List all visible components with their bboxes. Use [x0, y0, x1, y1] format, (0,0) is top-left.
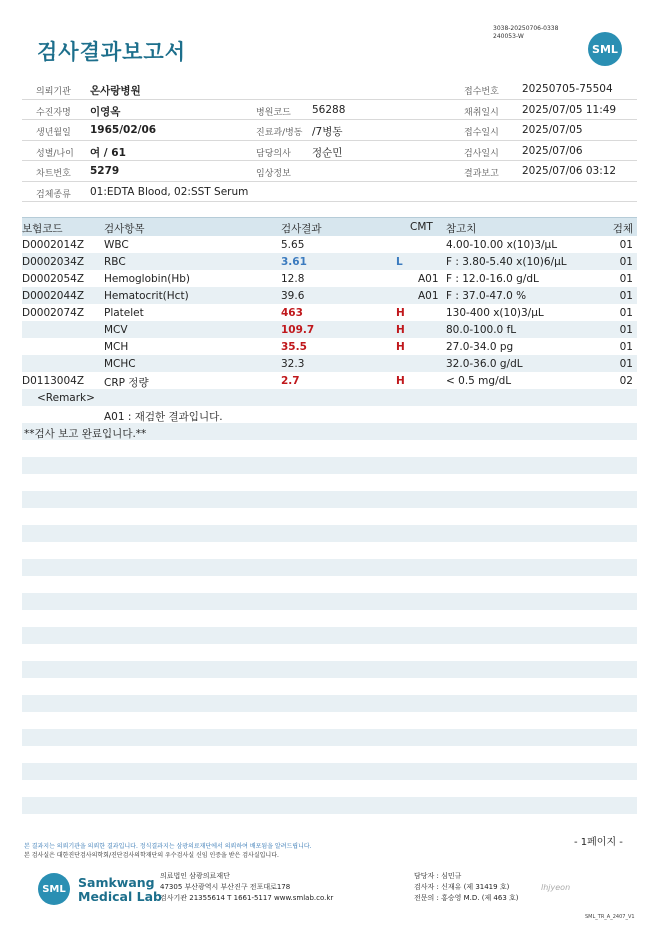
info-value: 20250705-75504 [522, 83, 613, 95]
document-id [493, 25, 558, 41]
patient-info [22, 79, 637, 202]
cell-result: 35.5 [281, 341, 307, 353]
info-row [22, 100, 637, 121]
cell-item: Hemoglobin(Hb) [104, 273, 191, 285]
cell-item: RBC [104, 256, 126, 268]
footer-note-2: 본 검사실은 대한진단검사의학회/진단검사의학재단의 우수검사실 신임 인증을 받은 검사실입니다. [24, 852, 279, 859]
table-row [22, 372, 637, 389]
info-value: 2025/07/06 03:12 [522, 165, 617, 177]
cell-item: MCHC [104, 358, 136, 370]
report-title: 검사결과보고서 [37, 40, 187, 64]
info-value: 1965/02/06 [90, 124, 157, 136]
table-row [22, 287, 637, 304]
info-row [22, 79, 637, 100]
cell-cmt: A01 [418, 290, 439, 302]
lab-address [160, 871, 333, 904]
empty-row [22, 457, 637, 474]
completion-text: **검사 보고 완료입니다.** [24, 428, 147, 440]
header-ref: 참고치 [446, 223, 477, 235]
info-value: 5279 [90, 165, 120, 177]
info-label: 병원코드 [256, 107, 291, 118]
cell-code: D0002044Z [22, 290, 85, 302]
empty-row [22, 525, 637, 542]
org-name: 의료법인 삼광의료재단 [160, 872, 230, 880]
brand-line2: Medical Lab [78, 889, 162, 904]
cell-code: D0002054Z [22, 273, 85, 285]
header-specimen: 검체 [612, 223, 633, 235]
staff-doctor: 전문의 : 홍승영 M.D. (제 463 호) [414, 894, 519, 902]
cell-item: MCH [104, 341, 129, 353]
table-body [22, 236, 637, 389]
cell-ref: 27.0-34.0 pg [446, 341, 514, 353]
address: 47305 부산광역시 부산진구 전포대로178 [160, 883, 291, 891]
info-label: 접수일시 [464, 128, 499, 138]
info-label: 결과보고 [464, 169, 499, 179]
cell-ref: < 0.5 mg/dL [446, 375, 512, 387]
cell-code: D0113004Z [22, 375, 85, 387]
info-label: 생년월일 [36, 128, 71, 138]
info-row [22, 120, 637, 141]
document-id-line1: 3038-20250706-0338 [493, 25, 559, 32]
info-value: 2025/07/05 11:49 [522, 103, 617, 116]
cell-code: D0002014Z [22, 239, 85, 251]
staff-info [414, 871, 519, 904]
table-row [22, 253, 637, 270]
cell-flag: H [396, 341, 405, 353]
info-label: 성별/나이 [36, 148, 74, 159]
header-code: 보험코드 [22, 223, 63, 235]
cell-specimen: 01 [619, 358, 633, 370]
cell-result: 463 [281, 307, 303, 319]
cell-result: 109.7 [281, 324, 315, 336]
cell-specimen: 01 [619, 273, 633, 285]
info-row [22, 182, 637, 203]
page-number: - 1페이지 - [574, 837, 623, 848]
cell-result: 3.61 [281, 256, 307, 268]
info-label: 의뢰기관 [36, 87, 71, 97]
cell-item: MCV [104, 324, 128, 336]
remark-label: <Remark> [37, 392, 95, 404]
header-cmt: CMT [410, 221, 433, 233]
staff-manager: 담당자 : 심민규 [414, 872, 462, 880]
brand-line1: Samkwang [78, 875, 155, 890]
table-row [22, 355, 637, 372]
cell-ref: F : 3.80-5.40 x(10)6/μL [446, 256, 567, 268]
empty-row [22, 559, 637, 576]
cell-item: Hematocrit(Hct) [104, 290, 189, 302]
table-row [22, 338, 637, 355]
empty-row [22, 661, 637, 678]
info-value: 여 / 61 [90, 146, 126, 159]
cell-flag: H [396, 375, 405, 387]
info-label: 담당의사 [256, 148, 291, 159]
footer-notes [24, 842, 312, 860]
signature: lhjyeon [541, 883, 571, 892]
cell-code: D0002034Z [22, 256, 85, 268]
info-value: 이영옥 [90, 105, 121, 118]
cell-specimen: 02 [619, 375, 633, 387]
info-row [22, 141, 637, 162]
table-header [22, 217, 637, 236]
sml-logo-bottom: SML [38, 873, 70, 905]
completion-row [22, 423, 637, 440]
cell-specimen: 01 [619, 324, 633, 336]
remark-text: A01 : 재검한 결과입니다. [104, 411, 223, 423]
cell-result: 5.65 [281, 239, 305, 251]
info-value: 2025/07/05 [522, 124, 583, 136]
cell-flag: H [396, 324, 405, 336]
cell-result: 12.8 [281, 273, 305, 285]
info-label: 채취일시 [464, 107, 499, 118]
contact: 검사기관 21355614 T 1661-5117 www.smlab.co.kr [160, 894, 334, 902]
footer-note-1: 본 결과지는 의뢰기관을 의뢰한 결과입니다. 정식결과지는 삼광의료재단에서 의뢰하여 배포됨을 알려드립니다. [24, 843, 312, 850]
brand-name [78, 876, 162, 904]
header-result: 검사결과 [281, 223, 322, 235]
cell-item: Platelet [104, 307, 144, 319]
info-label: 검체종류 [36, 189, 71, 200]
table-row [22, 236, 637, 253]
cell-item: WBC [104, 239, 129, 251]
info-value: 온사랑병원 [90, 85, 141, 97]
cell-ref: F : 12.0-16.0 g/dL [446, 273, 539, 285]
cell-result: 32.3 [281, 358, 305, 370]
info-value: /7병동 [312, 126, 343, 138]
cell-code: D0002074Z [22, 307, 85, 319]
staff-tester: 검사자 : 신재유 (제 31419 호) [414, 883, 510, 891]
cell-result: 39.6 [281, 290, 305, 302]
info-value: 56288 [312, 103, 346, 116]
info-value: 2025/07/06 [522, 144, 583, 157]
cell-specimen: 01 [619, 341, 633, 353]
cell-ref: 4.00-10.00 x(10)3/μL [446, 239, 558, 251]
empty-row [22, 593, 637, 610]
cell-ref: F : 37.0-47.0 % [446, 290, 527, 302]
info-value: 정순민 [312, 146, 343, 159]
empty-row [22, 763, 637, 780]
cell-ref: 130-400 x(10)3/μL [446, 307, 544, 319]
info-label: 차트번호 [36, 169, 71, 179]
info-label: 수진자명 [36, 107, 71, 118]
cell-result: 2.7 [281, 375, 300, 387]
info-label: 진료과/병동 [256, 128, 303, 138]
empty-row [22, 729, 637, 746]
form-id: SML_TR_A_2407_V1 [585, 914, 635, 920]
empty-row [22, 627, 637, 644]
info-row [22, 161, 637, 182]
table-row [22, 304, 637, 321]
empty-row [22, 491, 637, 508]
empty-row [22, 797, 637, 814]
info-label: 접수번호 [464, 87, 499, 97]
header-item: 검사항목 [104, 223, 145, 235]
cell-specimen: 01 [619, 307, 633, 319]
cell-specimen: 01 [619, 256, 633, 268]
table-row [22, 270, 637, 287]
cell-specimen: 01 [619, 239, 633, 251]
remark-text-row [22, 406, 637, 423]
sml-logo: SML [588, 32, 622, 66]
cell-specimen: 01 [619, 290, 633, 302]
cell-item: CRP 정량 [104, 377, 149, 389]
cell-ref: 80.0-100.0 fL [446, 324, 517, 336]
cell-flag: H [396, 307, 405, 319]
result-table [22, 217, 637, 440]
cell-ref: 32.0-36.0 g/dL [446, 358, 523, 370]
empty-row [22, 695, 637, 712]
info-label: 검사일시 [464, 148, 499, 159]
table-row [22, 321, 637, 338]
info-label: 임상정보 [256, 169, 291, 179]
cell-flag: L [396, 256, 403, 268]
remark-label-row [22, 389, 637, 406]
empty-rows [22, 457, 637, 831]
cell-cmt: A01 [418, 273, 439, 285]
info-value: 01:EDTA Blood, 02:SST Serum [90, 185, 249, 198]
document-id-line2: 240053-W [493, 33, 524, 40]
